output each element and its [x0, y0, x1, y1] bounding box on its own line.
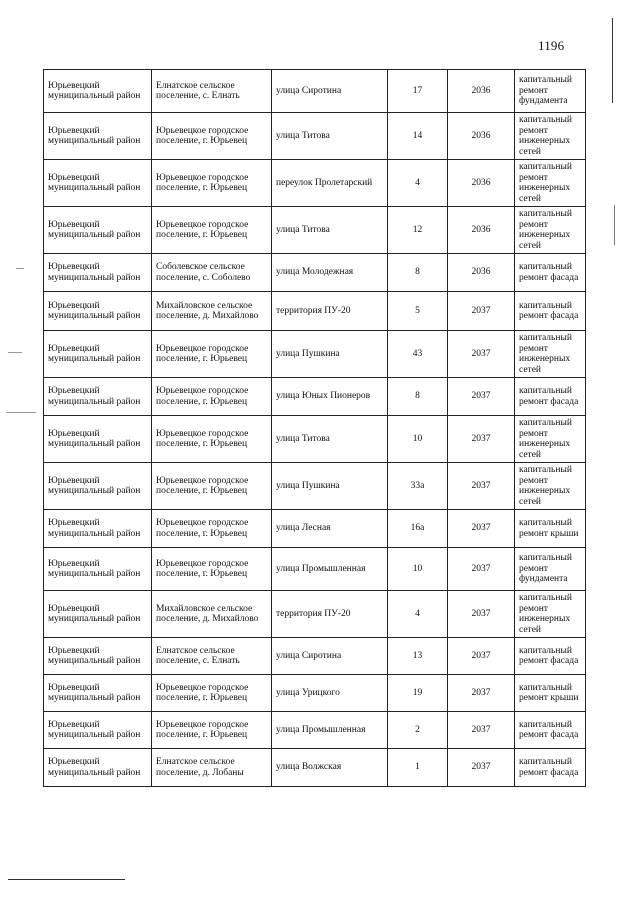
work-type-cell: капитальный ремонт фасада [515, 292, 586, 331]
district-cell: Юрьевецкий муниципальный район [44, 548, 152, 591]
district-cell: Юрьевецкий муниципальный район [44, 638, 152, 675]
district-cell: Юрьевецкий муниципальный район [44, 331, 152, 378]
margin-mark [6, 412, 36, 413]
table-row [44, 591, 586, 638]
settlement-cell: Юрьевецкое городское поселение, г. Юрьевец [152, 463, 272, 510]
table-row [44, 292, 586, 331]
street-cell: улица Пушкина [272, 331, 388, 378]
work-type-cell: капитальный ремонт инженерных сетей [515, 331, 586, 378]
district-cell: Юрьевецкий муниципальный район [44, 510, 152, 548]
work-type-cell: капитальный ремонт инженерных сетей [515, 416, 586, 463]
table-row [44, 378, 586, 416]
table-row [44, 712, 586, 749]
footnote-rule [8, 879, 125, 880]
table-row [44, 510, 586, 548]
street-cell: улица Титова [272, 416, 388, 463]
margin-rule [612, 18, 613, 103]
house-number-cell: 19 [388, 675, 448, 712]
year-cell: 2037 [448, 378, 515, 416]
settlement-cell: Юрьевецкое городское поселение, г. Юрьевец [152, 675, 272, 712]
year-cell: 2037 [448, 510, 515, 548]
house-number-cell: 13 [388, 638, 448, 675]
year-cell: 2037 [448, 591, 515, 638]
year-cell: 2037 [448, 638, 515, 675]
year-cell: 2036 [448, 113, 515, 160]
table-row [44, 70, 586, 113]
street-cell: улица Лесная [272, 510, 388, 548]
district-cell: Юрьевецкий муниципальный район [44, 292, 152, 331]
work-type-cell: капитальный ремонт фундамента [515, 548, 586, 591]
district-cell: Юрьевецкий муниципальный район [44, 749, 152, 787]
street-cell: переулок Пролетарский [272, 160, 388, 207]
house-number-cell: 16а [388, 510, 448, 548]
work-type-cell: капитальный ремонт фундамента [515, 70, 586, 113]
table-row [44, 331, 586, 378]
margin-rule [614, 205, 615, 245]
housing-repair-table [43, 69, 586, 787]
settlement-cell: Юрьевецкое городское поселение, г. Юрьевец [152, 712, 272, 749]
table-row [44, 675, 586, 712]
work-type-cell: капитальный ремонт фасада [515, 749, 586, 787]
year-cell: 2037 [448, 749, 515, 787]
district-cell: Юрьевецкий муниципальный район [44, 160, 152, 207]
street-cell: территория ПУ-20 [272, 292, 388, 331]
house-number-cell: 17 [388, 70, 448, 113]
settlement-cell: Юрьевецкое городское поселение, г. Юрьевец [152, 378, 272, 416]
settlement-cell: Юрьевецкое городское поселение, г. Юрьевец [152, 548, 272, 591]
settlement-cell: Елнатское сельское поселение, д. Лобаны [152, 749, 272, 787]
house-number-cell: 12 [388, 207, 448, 254]
street-cell: улица Титова [272, 113, 388, 160]
year-cell: 2037 [448, 292, 515, 331]
house-number-cell: 14 [388, 113, 448, 160]
settlement-cell: Елнатское сельское поселение, с. Елнать [152, 70, 272, 113]
street-cell: улица Пушкина [272, 463, 388, 510]
street-cell: улица Промышленная [272, 712, 388, 749]
table-row [44, 463, 586, 510]
district-cell: Юрьевецкий муниципальный район [44, 70, 152, 113]
settlement-cell: Елнатское сельское поселение, с. Елнать [152, 638, 272, 675]
house-number-cell: 5 [388, 292, 448, 331]
house-number-cell: 10 [388, 548, 448, 591]
year-cell: 2037 [448, 331, 515, 378]
year-cell: 2037 [448, 675, 515, 712]
work-type-cell: капитальный ремонт фасада [515, 254, 586, 292]
house-number-cell: 33а [388, 463, 448, 510]
work-type-cell: капитальный ремонт инженерных сетей [515, 591, 586, 638]
district-cell: Юрьевецкий муниципальный район [44, 463, 152, 510]
settlement-cell: Юрьевецкое городское поселение, г. Юрьевец [152, 416, 272, 463]
year-cell: 2037 [448, 712, 515, 749]
year-cell: 2036 [448, 254, 515, 292]
year-cell: 2037 [448, 416, 515, 463]
house-number-cell: 8 [388, 378, 448, 416]
work-type-cell: капитальный ремонт инженерных сетей [515, 207, 586, 254]
table-row [44, 749, 586, 787]
year-cell: 2036 [448, 207, 515, 254]
table-row [44, 638, 586, 675]
district-cell: Юрьевецкий муниципальный район [44, 207, 152, 254]
street-cell: улица Промышленная [272, 548, 388, 591]
settlement-cell: Юрьевецкое городское поселение, г. Юрьевец [152, 331, 272, 378]
settlement-cell: Соболевское сельское поселение, с. Соболево [152, 254, 272, 292]
table-row [44, 160, 586, 207]
settlement-cell: Юрьевецкое городское поселение, г. Юрьевец [152, 113, 272, 160]
work-type-cell: капитальный ремонт крыши [515, 510, 586, 548]
year-cell: 2037 [448, 548, 515, 591]
work-type-cell: капитальный ремонт инженерных сетей [515, 160, 586, 207]
table-row [44, 207, 586, 254]
house-number-cell: 4 [388, 160, 448, 207]
street-cell: улица Юных Пионеров [272, 378, 388, 416]
district-cell: Юрьевецкий муниципальный район [44, 378, 152, 416]
district-cell: Юрьевецкий муниципальный район [44, 591, 152, 638]
work-type-cell: капитальный ремонт фасада [515, 638, 586, 675]
street-cell: улица Молодежная [272, 254, 388, 292]
street-cell: улица Волжская [272, 749, 388, 787]
house-number-cell: 10 [388, 416, 448, 463]
page-number: 1196 [538, 38, 565, 53]
margin-mark [8, 352, 22, 353]
street-cell: улица Сиротина [272, 638, 388, 675]
street-cell: территория ПУ-20 [272, 591, 388, 638]
work-type-cell: капитальный ремонт инженерных сетей [515, 463, 586, 510]
settlement-cell: Михайловское сельское поселение, д. Михайлово [152, 591, 272, 638]
year-cell: 2036 [448, 160, 515, 207]
table-row [44, 416, 586, 463]
street-cell: улица Урицкого [272, 675, 388, 712]
district-cell: Юрьевецкий муниципальный район [44, 675, 152, 712]
house-number-cell: 8 [388, 254, 448, 292]
table-row [44, 113, 586, 160]
house-number-cell: 1 [388, 749, 448, 787]
house-number-cell: 2 [388, 712, 448, 749]
house-number-cell: 43 [388, 331, 448, 378]
table-row [44, 548, 586, 591]
district-cell: Юрьевецкий муниципальный район [44, 416, 152, 463]
settlement-cell: Юрьевецкое городское поселение, г. Юрьевец [152, 510, 272, 548]
work-type-cell: капитальный ремонт фасада [515, 712, 586, 749]
settlement-cell: Юрьевецкое городское поселение, г. Юрьевец [152, 160, 272, 207]
table-body [44, 70, 586, 787]
district-cell: Юрьевецкий муниципальный район [44, 113, 152, 160]
district-cell: Юрьевецкий муниципальный район [44, 712, 152, 749]
house-number-cell: 4 [388, 591, 448, 638]
year-cell: 2036 [448, 70, 515, 113]
work-type-cell: капитальный ремонт инженерных сетей [515, 113, 586, 160]
settlement-cell: Юрьевецкое городское поселение, г. Юрьевец [152, 207, 272, 254]
work-type-cell: капитальный ремонт фасада [515, 378, 586, 416]
street-cell: улица Сиротина [272, 70, 388, 113]
year-cell: 2037 [448, 463, 515, 510]
settlement-cell: Михайловское сельское поселение, д. Михайлово [152, 292, 272, 331]
margin-mark [16, 268, 24, 269]
street-cell: улица Титова [272, 207, 388, 254]
work-type-cell: капитальный ремонт крыши [515, 675, 586, 712]
district-cell: Юрьевецкий муниципальный район [44, 254, 152, 292]
table-row [44, 254, 586, 292]
